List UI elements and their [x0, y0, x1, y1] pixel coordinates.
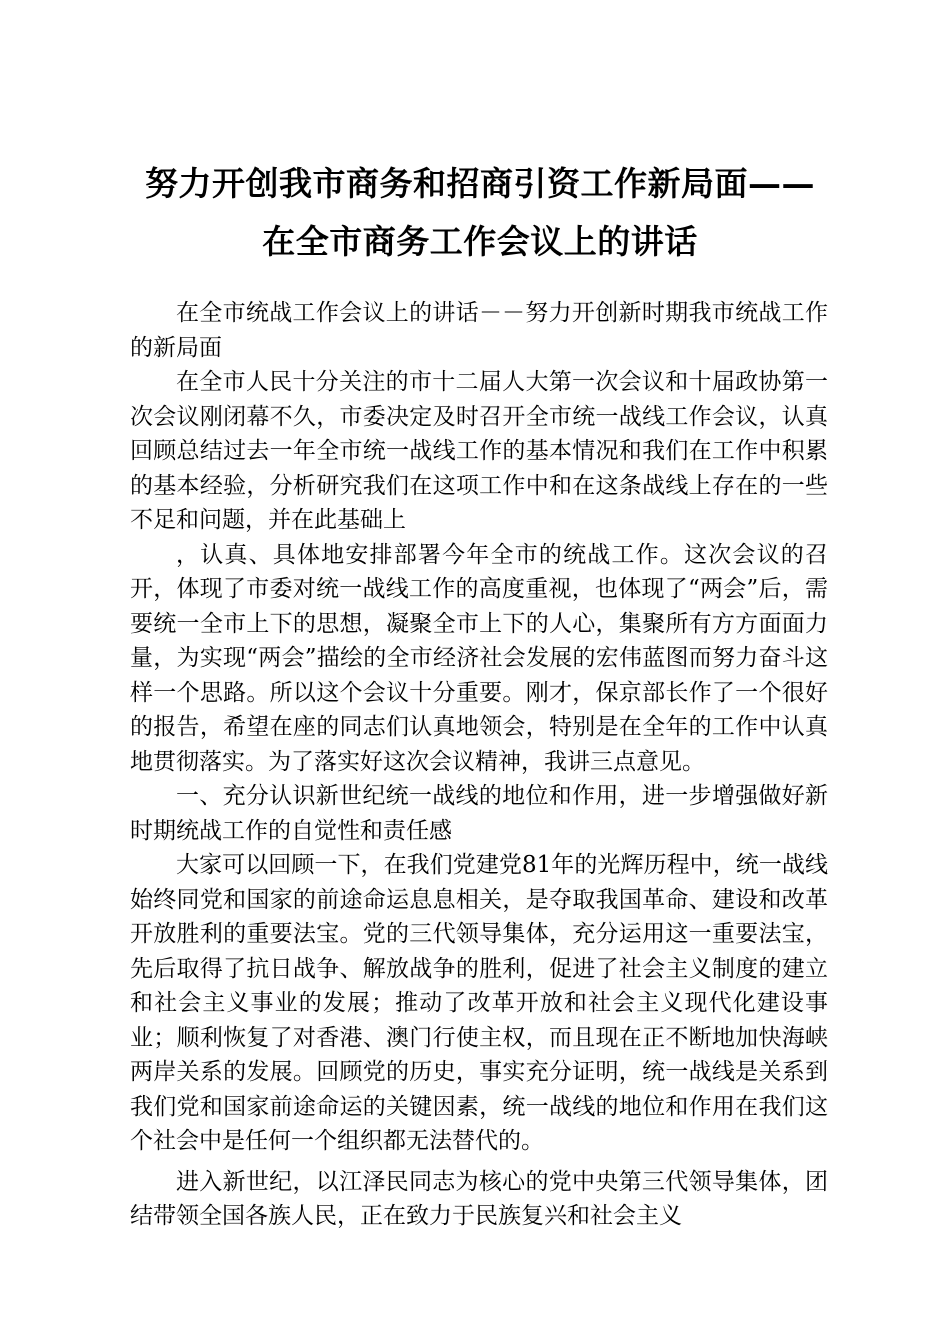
paragraph-new-century: 进入新世纪，以江泽民同志为核心的党中央第三代领导集体，团结带领全国各族人民，正在致力于民族复兴和社会主义 [130, 1168, 828, 1229]
document-title-line-1: 努力开创我市商务和招商引资工作新局面—— [145, 164, 815, 203]
section-heading-1: 一、充分认识新世纪统一战线的地位和作用，进一步增强做好新时期统战工作的自觉性和责任感 [130, 783, 828, 844]
paragraph-subtitle: 在全市统战工作会议上的讲话－－努力开创新时期我市统战工作的新局面 [130, 300, 828, 361]
paragraph-opening: 在全市人民十分关注的市十二届人大第一次会议和十届政协第一次会议刚闭幕不久，市委决定及时召开全市统一战线工作会议，认真回顾总结过去一年全市统一战线工作的基本情况和我们在工作中积累的基本经验，分析研究我们在这项工作中和在这条战线上存在的一些不足和问题，并在此基础上 [130, 369, 828, 533]
paragraph-united-front-history: 大家可以回顾一下，在我们党建党81年的光辉历程中，统一战线始终同党和国家的前途命运息息相关，是夺取我国革命、建设和改革开放胜利的重要法宝。党的三代领导集体，充分运用这一重要法宝，先后取得了抗日战争、解放战争的胜利，促进了社会主义制度的建立和社会主义事业的发展；推动了改革开放和社会主义现代化建设事业；顺利恢复了对香港、澳门行使主权，而且现在正不断地加快海峡两岸关系的发展。回顾党的历史，事实充分证明，统一战线是关系到我们党和国家前途命运的关键因素，统一战线的地位和作用在我们这个社会中是任何一个组织都无法替代的。 [130, 852, 828, 1154]
document-title-line-2: 在全市商务工作会议上的讲话 [262, 222, 698, 261]
paragraph-meeting-significance: ，认真、具体地安排部署今年全市的统战工作。这次会议的召开，体现了市委对统一战线工作的高度重视，也体现了“两会”后，需要统一全市上下的思想，凝聚全市上下的人心，集聚所有方方面面力量，为实现“两会”描绘的全市经济社会发展的宏伟蓝图而努力奋斗这样一个思路。所以这个会议十分重要。刚才，保京部长作了一个很好的报告，希望在座的同志们认真地领会，特别是在全年的工作中认真地贯彻落实。为了落实好这次会议精神，我讲三点意见。 [130, 541, 828, 775]
document-body [130, 296, 828, 1234]
